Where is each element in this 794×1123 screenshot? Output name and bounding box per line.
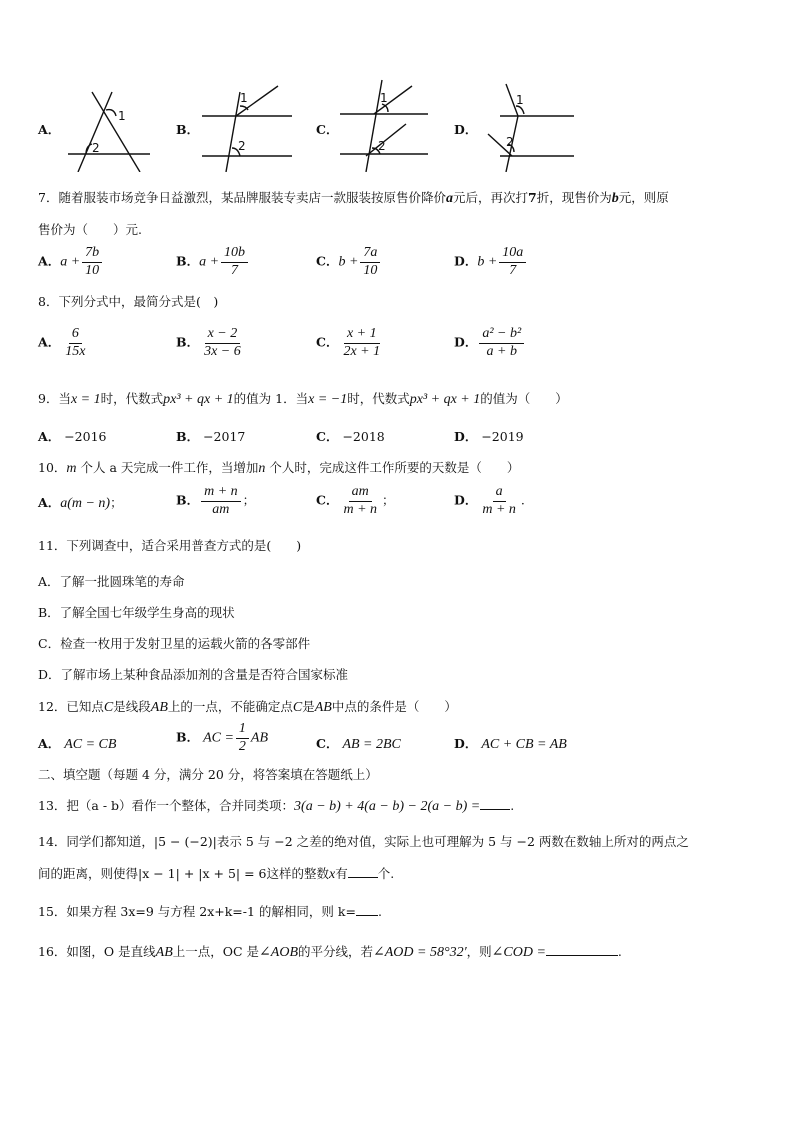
q11-option-a[interactable]: A．了解一批圆珠笔的寿命 [38,574,185,589]
q9-option-a[interactable]: A． −2016 [38,429,107,444]
q9-option-c[interactable]: C． −2018 [316,429,385,444]
figure-option-d-diagram [480,80,580,172]
q12-option-d[interactable]: D． AC + CB = AB [454,736,567,752]
question-7-line-2: 售价为（ ）元. [38,222,142,237]
q8-option-b[interactable]: B． $\frac{x - 2}{3x - 6}$ [176,326,241,359]
figure-option-b-label: B． [176,122,200,137]
svg-text:1: 1 [240,91,248,105]
svg-text:2: 2 [506,135,514,149]
q9-option-d[interactable]: D． −2019 [454,429,524,444]
svg-text:2: 2 [238,139,246,153]
question-14-line-1: 14．同学们都知道，|5 − (−2)|表示 5 与 −2 之差的绝对值，实际上也可理解为 5 与 −2 两数在数轴上所对的两点之 [38,834,689,849]
q12-option-c[interactable]: C． AB = 2BC [316,736,401,752]
figure-option-b-diagram [196,80,296,172]
question-16-text: 16．如图，O 是直线AB上一点，OC 是∠AOB的平分线，若∠AOD = 58°32′，则∠COD = . [38,944,622,960]
q10-option-a[interactable]: A．a(m − n)； [38,495,123,511]
svg-text:1: 1 [516,93,524,107]
q12-option-a[interactable]: A． AC = CB [38,736,117,752]
question-13-text: 13．把（a - b）看作一个整体，合并同类项：3(a − b) + 4(a − b) − 2(a − b) = . [38,798,515,814]
question-11-text: 11．下列调查中，适合采用普查方式的是( ) [38,538,302,553]
svg-text:2: 2 [378,139,386,153]
q7-option-a[interactable]: A．a + $\frac{7b}{10}$ [38,246,104,278]
q7-option-c[interactable]: C．b + $\frac{7a}{10}$ [316,246,382,278]
figure-option-d-label: D． [454,122,478,137]
q11-option-b[interactable]: B．了解全国七年级学生身高的现状 [38,605,235,620]
question-14-line-2: 间的距离，则使得|x − 1| + |x + 5| = 6这样的整数x有 个. [38,866,395,882]
question-8-text: 8．下列分式中，最简分式是( ) [38,294,219,309]
q10-option-c[interactable]: C． $\frac{am}{m + n}$ ； [316,484,395,517]
q7-option-b[interactable]: B．a + $\frac{10b}{7}$ [176,246,250,278]
section-2-heading: 二、填空题（每题 4 分，满分 20 分，将答案填在答题纸上） [38,767,378,782]
figure-option-c-label: C． [316,122,339,137]
q8-option-c[interactable]: C． $\frac{x + 1}{2x + 1}$ [316,326,381,359]
q10-option-d[interactable]: D． $\frac{a}{m + n}$ . [454,484,525,517]
q7-option-d[interactable]: D．b + $\frac{10a}{7}$ [454,246,528,278]
answer-blank[interactable] [356,905,378,916]
answer-blank[interactable] [348,867,378,878]
question-7-line-1: 7．随着服装市场竞争日益激烈，某品牌服装专卖店一款服装按原售价降价a元后，再次打7折，现售价为b元，则原 [38,190,669,206]
question-9-text: 9．当x = 1时，代数式px³ + qx + 1的值为 1．当x = −1时，代数式px³ + qx + 1的值为（ ） [38,391,568,407]
q11-option-c[interactable]: C．检查一枚用于发射卫星的运载火箭的各零部件 [38,636,311,651]
q8-option-d[interactable]: D． $\frac{\text{a² − b²}}{a + b}$ [454,327,526,359]
svg-text:2: 2 [92,141,100,155]
question-15-text: 15．如果方程 3x=9 与方程 2x+k=-1 的解相同，则 k= . [38,904,382,919]
q11-option-d[interactable]: D．了解市场上某种食品添加剂的含量是否符合国家标准 [38,667,349,682]
figure-option-c-diagram [336,78,436,172]
answer-blank[interactable] [546,945,618,956]
question-12-text: 12．已知点C是线段AB上的一点，不能确定点C是AB中点的条件是（ ） [38,699,457,715]
svg-text:1: 1 [380,91,388,105]
q9-option-b[interactable]: B． −2017 [176,429,246,444]
answer-blank[interactable] [480,799,510,810]
svg-text:1: 1 [118,109,126,123]
q12-option-b[interactable]: B． AC = $\frac{1}{2}$ AB [176,721,269,754]
q8-option-a[interactable]: A． $\frac{6}{15x}$ [38,326,86,359]
figure-option-a-label: A． [38,122,61,137]
figure-option-a-diagram [62,80,154,172]
q10-option-b[interactable]: B． $\frac{m + n}{am}$ ； [176,484,256,517]
question-10-text: 10．m 个人 a 天完成一件工作，当增加n 个人时，完成这件工作所要的天数是（ ） [38,460,520,476]
